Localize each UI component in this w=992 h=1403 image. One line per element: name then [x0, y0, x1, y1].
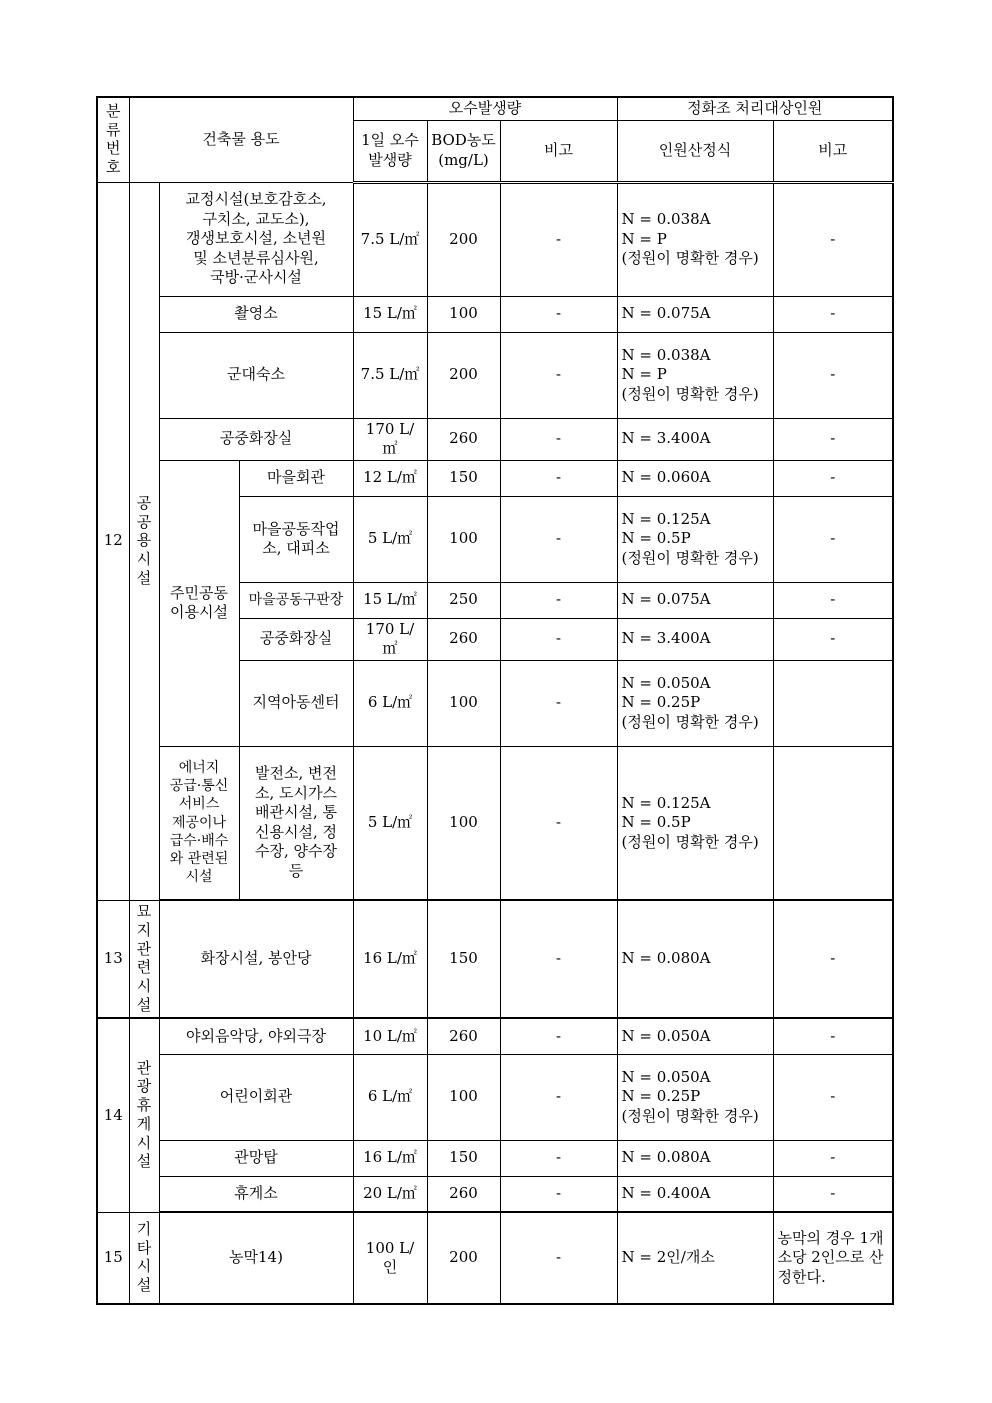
row-formula: N = 0.075A: [617, 296, 773, 332]
row-bod: 260: [427, 418, 500, 460]
row-daily: 15 L/㎡: [353, 296, 427, 332]
row-bod: 100: [427, 496, 500, 582]
row-daily: 170 L/ ㎡: [353, 618, 427, 660]
group-13-no: 13: [97, 900, 129, 1018]
row-daily: 5 L/㎡: [353, 746, 427, 900]
header-remarks: 비고: [500, 120, 617, 182]
group-12-category: 공공용시설: [129, 182, 159, 900]
row-formula: N = 0.050A: [617, 1018, 773, 1054]
row-use: 발전소, 변전 소, 도시가스 배관시설, 통 신용시설, 정 수장, 양수장 등: [239, 746, 353, 900]
row-daily: 7.5 L/㎡: [353, 182, 427, 296]
group-15-category: 기타시설: [129, 1212, 159, 1304]
group-13-category: 묘지관련시설: [129, 900, 159, 1018]
row-formula: N = 0.400A: [617, 1176, 773, 1212]
header-septic-target: 정화조 처리대상인원: [617, 97, 893, 120]
row-formula: N = 0.050A N = 0.25P (정원이 명확한 경우): [617, 660, 773, 746]
sewage-table: [96, 96, 894, 1305]
row-note: -: [500, 1212, 617, 1304]
row-use: 마을회관: [239, 460, 353, 496]
row-note2: -: [773, 418, 893, 460]
row-note: -: [500, 1018, 617, 1054]
row-bod: 100: [427, 660, 500, 746]
row-use: 지역아동센터: [239, 660, 353, 746]
header-building-use: 건축물 용도: [129, 97, 353, 182]
row-note2: -: [773, 1054, 893, 1140]
row-note: -: [500, 460, 617, 496]
row-bod: 100: [427, 746, 500, 900]
row-note2: -: [773, 1140, 893, 1176]
row-note: -: [500, 496, 617, 582]
header-sewage-generation: 오수발생량: [353, 97, 617, 120]
row-use: 마을공동구판장: [239, 582, 353, 618]
row-use: 마을공동작업 소, 대피소: [239, 496, 353, 582]
header-bod: BOD농도 (mg/L): [427, 120, 500, 182]
group-14-category: 관광휴게시설: [129, 1018, 159, 1212]
subgroup-energy: 에너지 공급·통신 서비스 제공이나 급수·배수 와 관련된 시설: [159, 746, 239, 900]
row-use: 휴게소: [159, 1176, 353, 1212]
row-bod: 200: [427, 332, 500, 418]
row-note: -: [500, 1176, 617, 1212]
row-daily: 10 L/㎡: [353, 1018, 427, 1054]
group-14-no: 14: [97, 1018, 129, 1212]
row-daily: 100 L/ 인: [353, 1212, 427, 1304]
row-formula: N = 0.038A N = P (정원이 명확한 경우): [617, 182, 773, 296]
row-note: -: [500, 900, 617, 1018]
row-bod: 100: [427, 296, 500, 332]
row-use: 관망탑: [159, 1140, 353, 1176]
row-use: 군대숙소: [159, 332, 353, 418]
row-formula: N = 0.075A: [617, 582, 773, 618]
row-note: -: [500, 1054, 617, 1140]
row-note2: -: [773, 582, 893, 618]
row-bod: 200: [427, 182, 500, 296]
row-formula: N = 0.125A N = 0.5P (정원이 명확한 경우): [617, 496, 773, 582]
row-use: 화장시설, 봉안당: [159, 900, 353, 1018]
row-bod: 260: [427, 1176, 500, 1212]
row-daily: 7.5 L/㎡: [353, 332, 427, 418]
row-note2: [773, 660, 893, 746]
row-formula: N = 0.060A: [617, 460, 773, 496]
row-use: 야외음악당, 야외극장: [159, 1018, 353, 1054]
row-note: -: [500, 182, 617, 296]
row-note2: -: [773, 1176, 893, 1212]
group-15-no: 15: [97, 1212, 129, 1304]
row-note: -: [500, 582, 617, 618]
row-note2: -: [773, 182, 893, 296]
row-note2: -: [773, 618, 893, 660]
row-use: 농막14): [159, 1212, 353, 1304]
row-bod: 260: [427, 618, 500, 660]
row-note2: -: [773, 332, 893, 418]
row-use: 공중화장실: [239, 618, 353, 660]
row-note: -: [500, 660, 617, 746]
header-classification-no: 분류번호: [97, 97, 129, 182]
row-formula: N = 0.050A N = 0.25P (정원이 명확한 경우): [617, 1054, 773, 1140]
row-use: 촬영소: [159, 296, 353, 332]
row-daily: 20 L/㎡: [353, 1176, 427, 1212]
group-12-no: 12: [97, 182, 129, 900]
row-note2: [773, 746, 893, 900]
header-daily-sewage: 1일 오수 발생량: [353, 120, 427, 182]
row-note2: -: [773, 900, 893, 1018]
row-note2: 농막의 경우 1개소당 2인으로 산정한다.: [773, 1212, 893, 1304]
row-daily: 16 L/㎡: [353, 1140, 427, 1176]
row-formula: N = 0.080A: [617, 1140, 773, 1176]
row-note2: -: [773, 1018, 893, 1054]
row-bod: 150: [427, 460, 500, 496]
row-daily: 12 L/㎡: [353, 460, 427, 496]
subgroup-community: 주민공동 이용시설: [159, 460, 239, 746]
row-bod: 200: [427, 1212, 500, 1304]
header-remarks2: 비고: [773, 120, 893, 182]
row-formula: N = 3.400A: [617, 618, 773, 660]
row-note2: -: [773, 496, 893, 582]
row-daily: 16 L/㎡: [353, 900, 427, 1018]
row-note: -: [500, 1140, 617, 1176]
row-daily: 6 L/㎡: [353, 1054, 427, 1140]
row-formula: N = 0.038A N = P (정원이 명확한 경우): [617, 332, 773, 418]
row-note2: -: [773, 296, 893, 332]
row-formula: N = 3.400A: [617, 418, 773, 460]
row-note: -: [500, 418, 617, 460]
row-formula: N = 0.125A N = 0.5P (정원이 명확한 경우): [617, 746, 773, 900]
row-note: -: [500, 746, 617, 900]
row-formula: N = 0.080A: [617, 900, 773, 1018]
row-daily: 5 L/㎡: [353, 496, 427, 582]
row-note: -: [500, 332, 617, 418]
row-note2: -: [773, 460, 893, 496]
row-bod: 100: [427, 1054, 500, 1140]
row-bod: 260: [427, 1018, 500, 1054]
row-note: -: [500, 618, 617, 660]
row-bod: 250: [427, 582, 500, 618]
header-formula: 인원산정식: [617, 120, 773, 182]
row-daily: 170 L/ ㎡: [353, 418, 427, 460]
row-daily: 15 L/㎡: [353, 582, 427, 618]
row-use: 공중화장실: [159, 418, 353, 460]
row-bod: 150: [427, 1140, 500, 1176]
row-use: 어린이회관: [159, 1054, 353, 1140]
row-bod: 150: [427, 900, 500, 1018]
row-daily: 6 L/㎡: [353, 660, 427, 746]
row-use: 교정시설(보호감호소, 구치소, 교도소), 갱생보호시설, 소년원 및 소년분류심사원, 국방·군사시설: [159, 182, 353, 296]
row-note: -: [500, 296, 617, 332]
row-formula: N = 2인/개소: [617, 1212, 773, 1304]
